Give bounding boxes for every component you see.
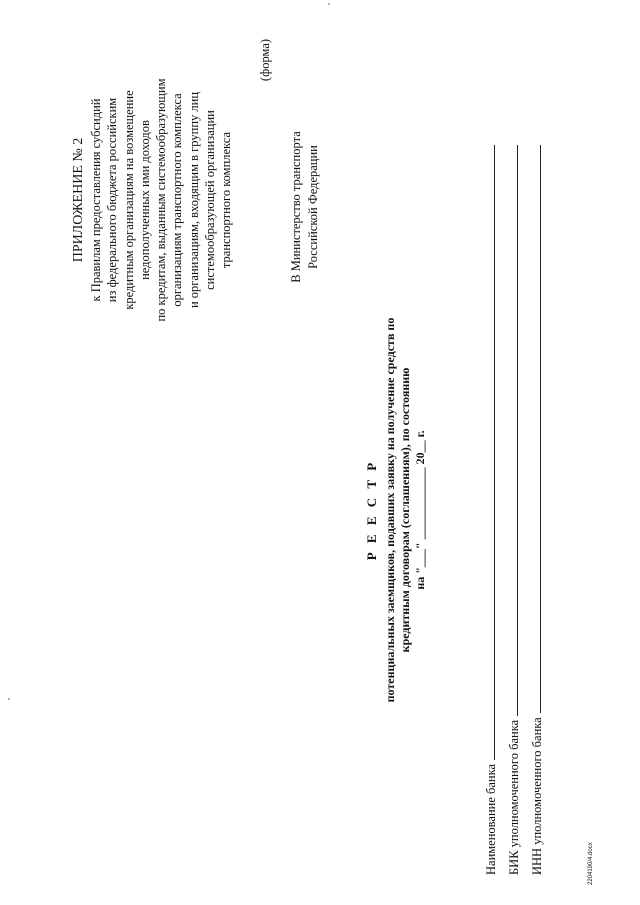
appendix-line: организациям транспортного комплекса	[170, 93, 185, 307]
appendix-line: кредитным организациям на возмещение	[121, 90, 136, 310]
appendix-line: транспортного комплекса	[219, 131, 234, 269]
register-title: Р Е Е С Т Р	[364, 459, 379, 561]
bank-bik-label: БИК уполномоченного банка	[507, 719, 521, 875]
register-heading	[364, 190, 428, 830]
bank-inn-blank[interactable]	[528, 145, 541, 713]
bank-name-row	[480, 145, 503, 875]
addressee-line: В Министерство транспорта	[289, 131, 303, 283]
bank-bik-row	[503, 145, 526, 875]
addressee-line: Российской Федерации	[305, 145, 320, 269]
appendix-block	[70, 50, 235, 350]
scan-speck	[328, 3, 330, 5]
bank-inn-label: ИНН уполномоченного банка	[530, 717, 544, 875]
bank-bik-blank[interactable]	[505, 145, 518, 716]
appendix-title: ПРИЛОЖЕНИЕ № 2	[71, 137, 86, 263]
appendix-line: к Правилам предоставления субсидий	[89, 98, 103, 302]
bank-fields	[480, 145, 549, 875]
document-code: 2204190/4.docx	[588, 842, 594, 885]
scan-speck	[8, 698, 10, 700]
bank-name-blank[interactable]	[482, 145, 495, 760]
register-subtitle-line: потенциальных заемщиков, подавших заявку на получение средств по	[383, 317, 397, 703]
addressee-block	[288, 102, 321, 312]
appendix-line: из федерального бюджета российским	[105, 97, 120, 303]
bank-name-label: Наименование банка	[484, 763, 498, 875]
bank-inn-row	[526, 145, 549, 875]
form-label: (форма)	[258, 38, 272, 82]
appendix-line: недополученных ими доходов	[137, 120, 152, 280]
register-subtitle-line: кредитным договорам (соглашениям), по состоянию	[398, 367, 412, 653]
appendix-line: системообразующей организации	[203, 110, 218, 290]
register-date-line: на "___" ____________ 20__ г.	[413, 430, 427, 590]
appendix-line: и организациям, входящим в группу лиц	[186, 91, 201, 309]
appendix-line: по кредитам, выданным системообразующим	[154, 78, 169, 322]
